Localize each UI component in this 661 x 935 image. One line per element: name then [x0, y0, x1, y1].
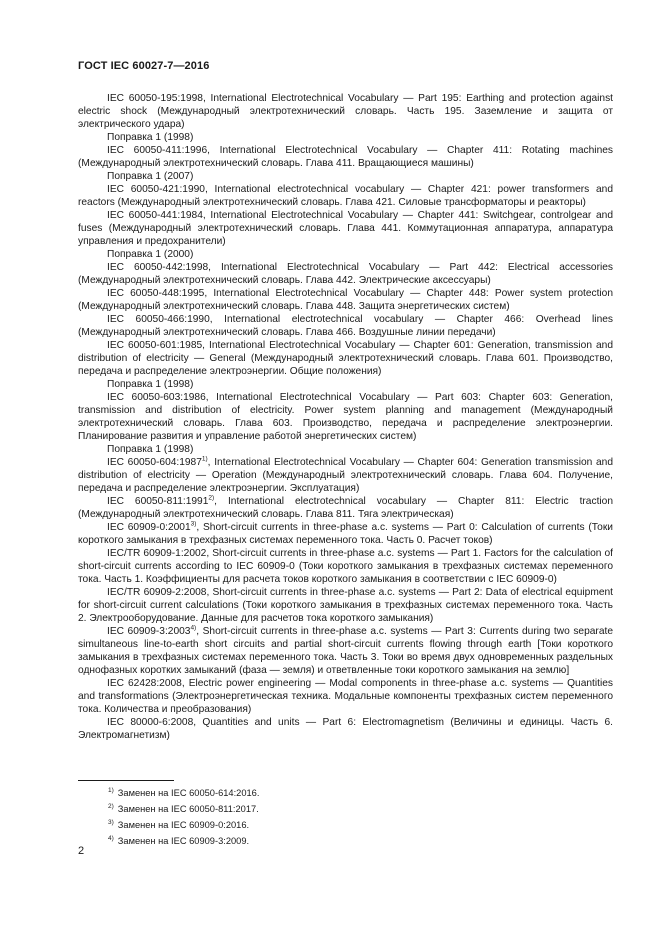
footnote-mark: 1): [108, 786, 114, 794]
reference-code: IEC 60050-811:1991: [107, 496, 209, 507]
footnote-text: Заменен на IEC 60050-811:2017.: [117, 804, 259, 814]
paragraph: IEC 60050-411:1996, International Electrotechnical Vocabulary — Chapter 411: Rotating machines (Международный электротехнический словарь. Глава 411. Вращающиеся машины): [78, 145, 613, 169]
paragraph: IEC 60050-466:1990, International electrotechnical vocabulary — Chapter 466: Overhead lines (Международный электротехнический словарь. Глава 466. Воздушные линии передачи): [78, 314, 613, 338]
paragraph: [78, 625, 613, 677]
footnote-text: Заменен на IEC 60050-614:2016.: [117, 788, 260, 798]
reference-code: IEC 60909-3:2003: [107, 626, 191, 637]
paragraph: IEC 60050-448:1995, International Electrotechnical Vocabulary — Chapter 448: Power system protection (Международный электротехнический словарь. Глава 448. Защита энергетических систем): [78, 288, 613, 312]
paragraph: Поправка 1 (1998): [107, 132, 194, 143]
footnotes: [108, 785, 259, 849]
reference-code: IEC 60909-0:2001: [107, 522, 191, 533]
paragraph: Поправка 1 (2007): [107, 171, 194, 182]
paragraph: IEC 60050-603:1986, International Electrotechnical Vocabulary — Part 603: Chapter 603: Generation, transmission and distribution of electricity. Power system planning and management (Международный электротехнический словарь. Глава 603. Производство, передача и распределение электроэнергии. Планирование развития и управление работой энергетических систем): [78, 392, 613, 442]
paragraph: Поправка 1 (2000): [107, 249, 194, 260]
paragraph: IEC 60050-195:1998, International Electrotechnical Vocabulary — Part 195: Earthing and protection against electric shock (Международный электротехнический словарь. Часть 195. Заземление и защита от электрического удара): [78, 93, 613, 130]
paragraph: IEC 60050-421:1990, International electrotechnical vocabulary — Chapter 421: power transformers and reactors (Международный электротехнический словарь. Глава 421. Силовые трансформаторы и реакторы): [78, 184, 613, 208]
paragraph: Поправка 1 (1998): [107, 444, 194, 455]
reference-text: , Short-circuit currents in three-phase a.c. systems — Part 3: Currents during two separate simultaneous line-to-earth short circuits and partial short-circuit currents flowing through earth [Токи короткого замыкания в трехфазных системах переменного тока. Часть 3. Токи во время двух одновременных раздельных однофазных коротких замыканий (фаза — земля) и ответвленные токи короткого замыкания на землю]: [78, 626, 613, 676]
paragraph: IEC 60050-442:1998, International Electrotechnical Vocabulary — Part 442: Electrical accessories (Международный электротехнический словарь. Глава 442. Электрические аксессуары): [78, 262, 613, 286]
footnote: [108, 833, 259, 849]
reference-text: , International Electrotechnical Vocabulary — Chapter 604: Generation transmission and distribution of electricity — Operation (Международный электротехнический словарь. Глава 604. Получение, передача и распределение электроэнергии. Эксплуатация): [78, 457, 613, 494]
paragraph: IEC 62428:2008, Electric power engineering — Modal components in three-phase a.c. systems — Quantities and transformations (Электроэнергетическая техника. Модальные компоненты трехфазных систем переменного тока. Количества и преобразования): [78, 678, 613, 715]
paragraph: [78, 521, 613, 547]
document-header: ГОСТ IEC 60027-7—2016: [78, 60, 210, 72]
paragraph: Поправка 1 (1998): [107, 379, 194, 390]
paragraph: IEC/TR 60909-2:2008, Short-circuit currents in three-phase a.c. systems — Part 2: Data of electrical equipment for short-circuit current calculations (Токи короткого замыкания в трехфазных системах переменного тока. Часть 2. Электрооборудование. Данные для расчетов тока короткого замыкания): [78, 587, 613, 624]
page-number: 2: [78, 845, 85, 857]
footnote-mark: 2): [208, 494, 215, 502]
footnote: [108, 801, 259, 817]
footnote: [108, 785, 259, 801]
footnote-divider: [78, 780, 174, 781]
footnote-mark: 3): [108, 818, 114, 826]
paragraph: IEC 60050-441:1984, International Electrotechnical Vocabulary — Chapter 441: Switchgear, controlgear and fuses (Международный электротехнический словарь. Глава 441. Коммутационная аппаратура, аппаратура управления и предохранители): [78, 210, 613, 247]
paragraph: IEC 60050-601:1985, International Electrotechnical Vocabulary — Chapter 601: Generation, transmission and distribution of electricity — General (Международный электротехнический словарь. Глава 601. Производство, передача и распределение электроэнергии. Общие положения): [78, 340, 613, 377]
footnote-text: Заменен на IEC 60909-3:2009.: [117, 836, 250, 846]
footnote-mark: 4): [108, 834, 114, 842]
reference-code: IEC 60050-604:1987: [107, 457, 202, 468]
footnote: [108, 817, 259, 833]
footnote-mark: 4): [190, 624, 197, 632]
paragraph: [78, 456, 613, 495]
references-body: [78, 92, 613, 742]
paragraph: IEC 80000-6:2008, Quantities and units — Part 6: Electromagnetism (Величины и единицы. Часть 6. Электромагнетизм): [78, 717, 613, 741]
reference-text: , International electrotechnical vocabulary — Chapter 811: Electric traction (Международный электротехнический словарь. Глава 811. Тяга электрическая): [78, 496, 613, 520]
footnote-mark: 3): [190, 520, 197, 528]
paragraph: [78, 495, 613, 521]
reference-text: , Short-circuit currents in three-phase a.c. systems — Part 0: Calculation of currents (Токи короткого замыкания в трехфазных системах переменного тока. Часть 0. Расчет токов): [78, 522, 613, 546]
footnote-text: Заменен на IEC 60909-0:2016.: [117, 820, 250, 830]
footnote-mark: 2): [108, 802, 114, 810]
paragraph: IEC/TR 60909-1:2002, Short-circuit currents in three-phase a.c. systems — Part 1. Factors for the calculation of short-circuit currents according to IEC 60909-0 (Токи короткого замыкания в трехфазных системах переменного тока. Часть 1. Коэффициенты для расчета токов короткого замыкания в соответствии с IEC 60909-0): [78, 548, 613, 585]
footnote-mark: 1): [201, 455, 208, 463]
